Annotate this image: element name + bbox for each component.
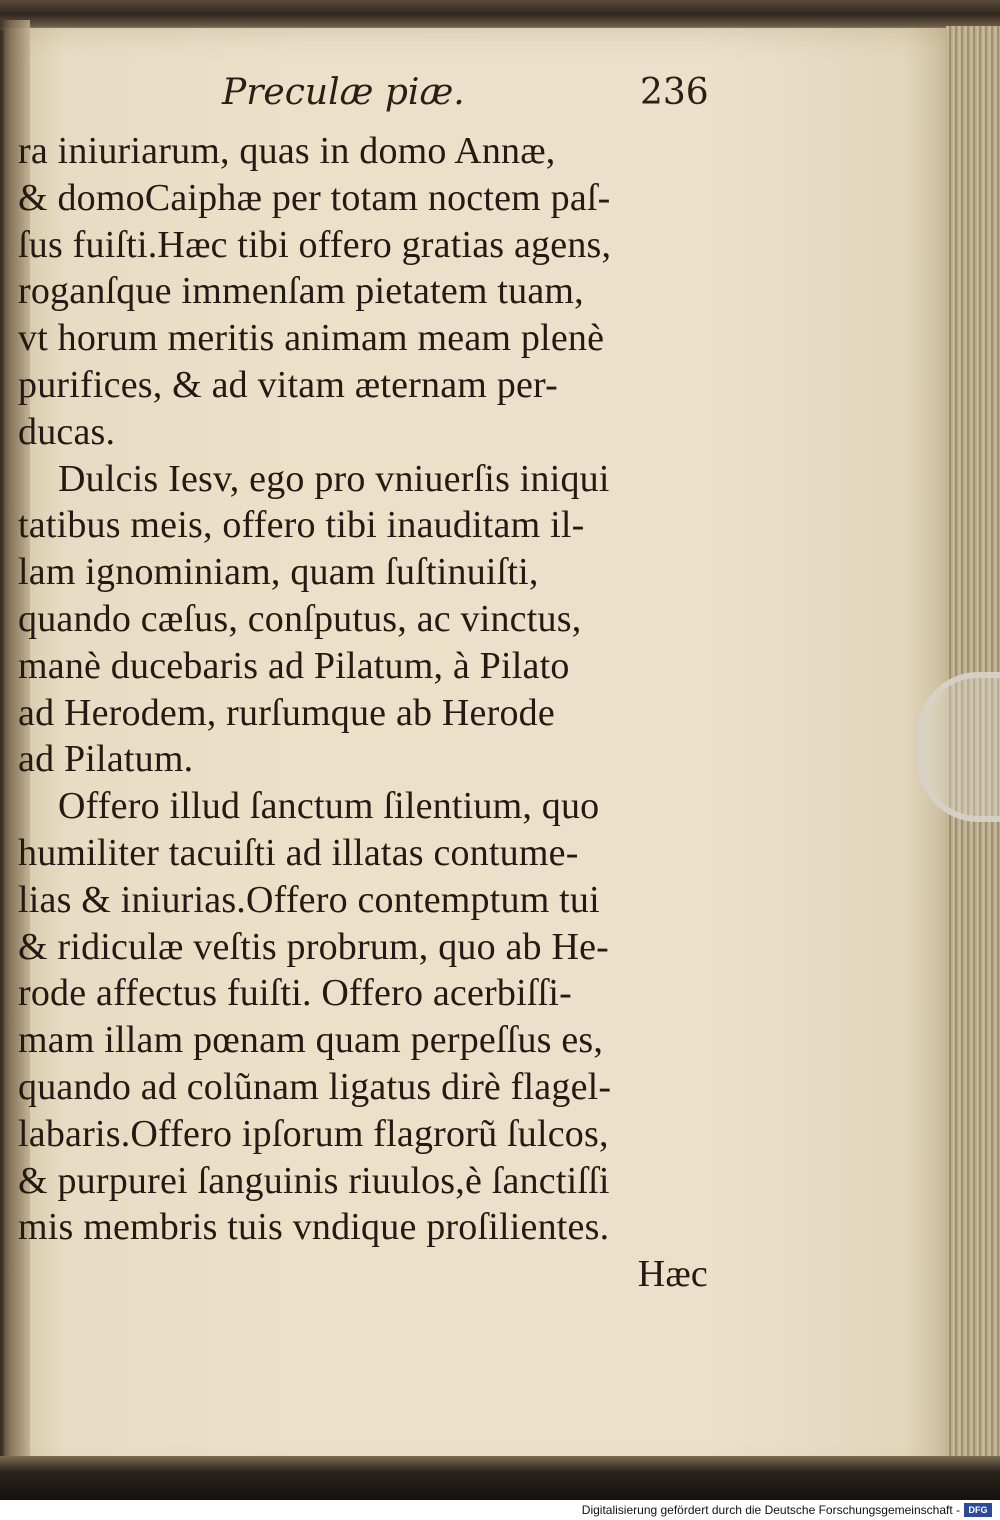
text-line: quando ad colũnam ligatus dirè flagel- bbox=[18, 1065, 612, 1108]
text-line: ducas. bbox=[18, 410, 116, 453]
text-line: & purpurei ſanguinis riuulos,è ſanctiſſi bbox=[18, 1159, 610, 1202]
text-line: purifices, & ad vitam æternam per- bbox=[18, 363, 558, 406]
text-line: & domoCaiphæ per totam noctem paſ- bbox=[18, 176, 611, 219]
text-line: tatibus meis, offero tibi inauditam il- bbox=[18, 504, 585, 547]
text-line: lias & iniurias.Offero contemptum tui bbox=[18, 878, 600, 921]
text-line: roganſque immenſam pietatem tuam, bbox=[18, 270, 584, 313]
text-line: lam ignominiam, quam ſuſtinuiſti, bbox=[18, 551, 539, 594]
text-line: ad Herodem, rurſumque ab Herode bbox=[18, 691, 555, 734]
text-line: quando cæſus, conſputus, ac vinctus, bbox=[18, 597, 582, 640]
text-line: humiliter tacuiſti ad illatas contume- bbox=[18, 831, 579, 874]
text-line: ra iniuriarum, quas in domo Annæ, bbox=[18, 130, 556, 172]
dfg-logo: DFG bbox=[964, 1503, 992, 1517]
text-line: ſus fuiſti.Hæc tibi offero gratias agens, bbox=[18, 223, 612, 266]
catchword: Hæc bbox=[637, 1253, 708, 1296]
text-line: ad Pilatum. bbox=[18, 738, 194, 781]
text-line: Offero illud ſanctum ſilentium, quo bbox=[58, 785, 600, 828]
book-clip bbox=[918, 672, 1000, 822]
text-block bbox=[18, 128, 708, 1298]
text-line: labaris.Offero ipſorum flagrorũ ſulcos, bbox=[18, 1112, 609, 1155]
text-line: & ridiculæ veſtis probrum, quo ab He- bbox=[18, 925, 610, 968]
running-head: Preculæ piæ. bbox=[222, 72, 465, 113]
text-line: mam illam pœnam quam perpeſſus es, bbox=[18, 1019, 604, 1062]
text-line: vt horum meritis animam meam plenè bbox=[18, 317, 605, 360]
page-number: 236 bbox=[640, 72, 709, 113]
text-line: Dulcis Iesv, ego pro vniuerſis iniqui bbox=[58, 457, 610, 500]
book-top-edge bbox=[0, 0, 1000, 30]
digitization-footer bbox=[0, 1500, 1000, 1520]
text-line: manè ducebaris ad Pilatum, à Pilato bbox=[18, 644, 570, 687]
funding-credit: Digitalisierung gefördert durch die Deutsche Forschungsgemeinschaft - bbox=[581, 1503, 960, 1517]
text-line: mis membris tuis vndique proſilientes. bbox=[18, 1206, 610, 1249]
book-bottom-edge bbox=[0, 1456, 1000, 1500]
text-line: rode affectus fuiſti. Offero acerbiſſi- bbox=[18, 972, 572, 1015]
